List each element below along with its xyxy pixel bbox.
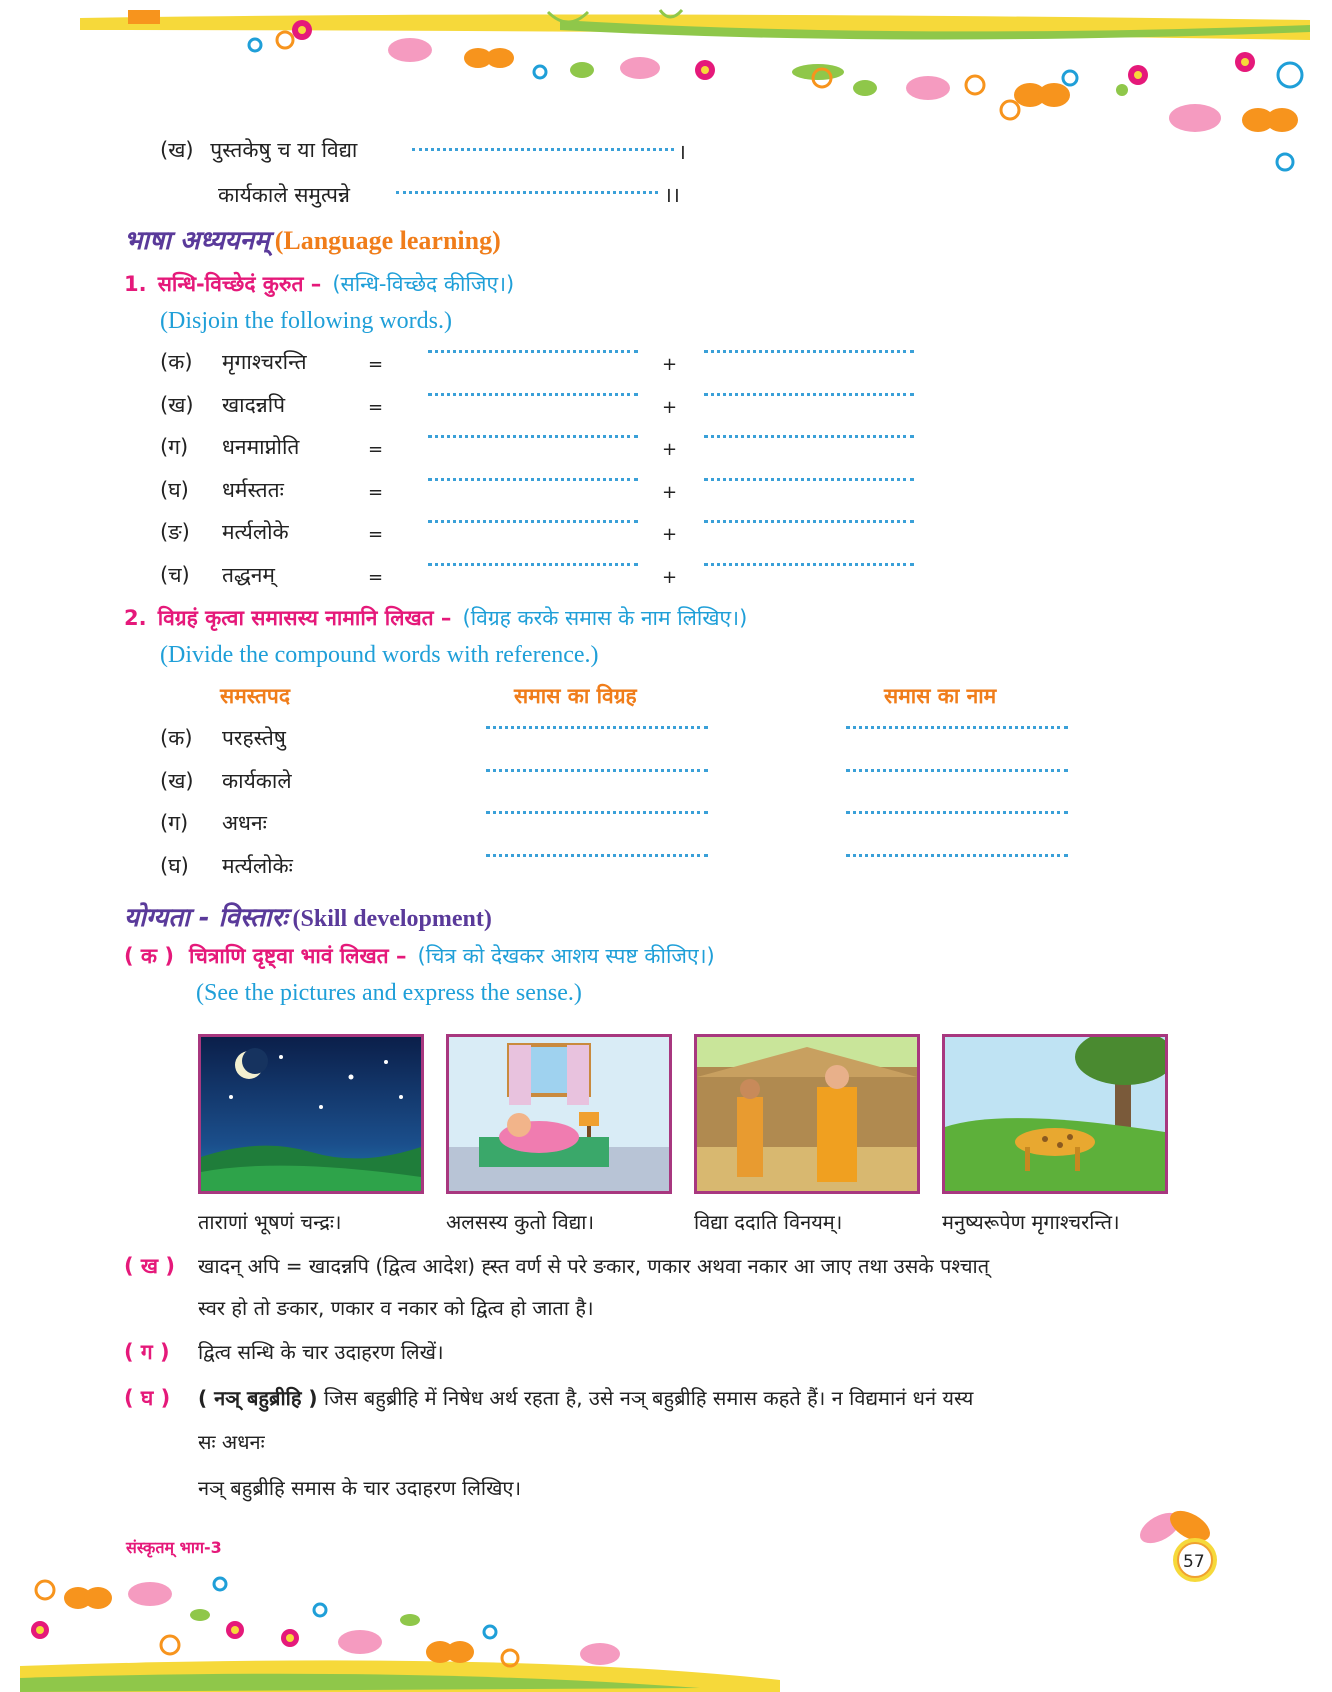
sandhi-item-word: तद्धनम् (222, 562, 275, 587)
sandhi-item-label: (ग) (160, 435, 189, 459)
language-title-hindi: भाषा अध्ययनम् (124, 226, 270, 256)
sandhi-blank-first[interactable] (428, 478, 638, 481)
part-gha-line3: नञ् बहुब्रीहि समास के चार उदाहरण लिखिए। (198, 1476, 522, 1500)
sandhi-item-label: (क) (160, 350, 193, 374)
sandhi-item-label: (घ) (160, 477, 189, 502)
sandhi-item-label: (ङ) (160, 520, 190, 544)
samas-naam-blank[interactable] (846, 769, 1068, 772)
sandhi-blank-second[interactable] (704, 393, 914, 396)
plus-sign: + (662, 481, 678, 503)
sandhi-blank-first[interactable] (428, 520, 638, 523)
sleeping-boy-picture (446, 1034, 672, 1194)
equals-sign: = (368, 481, 384, 503)
verse-line1-label: (ख) (160, 138, 194, 162)
equals-sign: = (368, 524, 384, 545)
sandhi-blank-second[interactable] (704, 435, 914, 438)
caption-guru-disciple: विद्या ददाति विनयम्। (694, 1210, 843, 1234)
header-samastpad: समस्तपद (220, 684, 290, 708)
sandhi-item-label: (ख) (160, 392, 194, 417)
samas-naam-blank[interactable] (846, 854, 1068, 857)
sandhi-blank-second[interactable] (704, 350, 914, 353)
header-samas-vigrah: समास का विग्रह (514, 684, 637, 708)
sandhi-blank-first[interactable] (428, 350, 638, 353)
sandhi-blank-second[interactable] (704, 478, 914, 481)
exercise1-number: 1. (124, 272, 147, 296)
samas-item-word: कार्यकाले (222, 768, 292, 793)
exercise2-title: विग्रहं कृत्वा समासस्य नामानि लिखत – (157, 606, 452, 630)
skill-title-english: (Skill development) (292, 906, 492, 932)
sandhi-item-word: मर्त्यलोके (222, 520, 289, 544)
exercise1-heading (124, 270, 514, 298)
samas-naam-blank[interactable] (846, 726, 1068, 729)
plus-sign: + (662, 396, 678, 418)
exercise2-number: 2. (124, 606, 147, 630)
sandhi-blank-first[interactable] (428, 563, 638, 566)
sandhi-blank-first[interactable] (428, 393, 638, 396)
part-ka-hindi-instruction: (चित्र को देखकर आशय स्पष्ट कीजिए।) (417, 944, 715, 968)
part-gha-line1: जिस बहुब्रीहि में निषेध अर्थ रहता है, उसे नञ् बहुब्रीहि समास कहते हैं। न विद्यमानं धनं यस्य (323, 1386, 974, 1410)
bottom-floral-banner (0, 1570, 1332, 1692)
part-gha-line2: सः अधनः (198, 1430, 265, 1454)
sandhi-item-word: धनमाप्नोति (222, 435, 300, 459)
plus-sign: + (662, 439, 678, 460)
verse-line1-blank[interactable] (412, 148, 674, 151)
sandhi-item-word: धर्मस्ततः (222, 477, 284, 502)
sandhi-blank-second[interactable] (704, 520, 914, 523)
part-ga-label: ( ग ) (124, 1340, 170, 1364)
samas-item-word: अधनः (222, 811, 267, 835)
samas-naam-blank[interactable] (846, 811, 1068, 814)
sandhi-blank-second[interactable] (704, 563, 914, 566)
equals-sign: = (368, 439, 384, 460)
plus-sign: + (662, 566, 678, 588)
part-kha-line1: खादन् अपि = खादन्नपि (द्वित्व आदेश) ह्स्त वर्ण से परे ङकार, णकार अथवा नकार आ जाए तथा उसके पश्चात् (198, 1254, 990, 1278)
exercise2-english-instruction: (Divide the compound words with reference.) (160, 642, 599, 668)
page-number: 57 (1183, 1552, 1205, 1572)
sandhi-item-label: (च) (160, 562, 190, 587)
butterfly-icon (464, 48, 514, 68)
skill-title-hindi: योग्यता - विस्तारः (124, 903, 288, 933)
guru-disciple-picture (694, 1034, 920, 1194)
exercise1-title: सन्धि-विच्छेदं कुरुत – (157, 272, 322, 296)
language-learning-heading (124, 221, 501, 257)
exercise1-hindi-instruction: (सन्धि-विच्छेद कीजिए।) (332, 272, 515, 296)
verse-line2-text: कार्यकाले समुत्पन्ने (218, 183, 350, 207)
skill-heading (124, 898, 492, 934)
samas-item-label: (क) (160, 726, 193, 750)
part-kha-label: ( ख ) (124, 1254, 175, 1278)
verse-line2-blank[interactable] (396, 191, 658, 194)
header-samas-naam: समास का नाम (884, 684, 997, 708)
caption-sleeping-boy: अलसस्य कुतो विद्या। (446, 1210, 595, 1234)
equals-sign: = (368, 354, 384, 375)
sandhi-item-word: मृगाश्चरन्ति (222, 350, 307, 374)
part-ga-text: द्वित्व सन्धि के चार उदाहरण लिखें। (198, 1340, 444, 1364)
samas-item-word: परहस्तेषु (222, 726, 286, 750)
caption-deer-grazing: मनुष्यरूपेण मृगाश्चरन्ति। (942, 1210, 1120, 1234)
language-title-english: (Language learning) (274, 226, 501, 255)
verse-line2-end: ।। (664, 183, 680, 207)
plus-sign: + (662, 354, 678, 375)
equals-sign: = (368, 566, 384, 588)
part-gha-label: ( घ ) (124, 1386, 171, 1410)
samas-vigrah-blank[interactable] (486, 854, 708, 857)
deer-grazing-picture (942, 1034, 1168, 1194)
part-kha-line2: स्वर हो तो ङकार, णकार व नकार को द्वित्व हो जाता है। (198, 1296, 594, 1320)
samas-item-label: (ख) (160, 768, 194, 793)
exercise2-hindi-instruction: (विग्रह करके समास के नाम लिखिए।) (462, 606, 748, 630)
part-ka-heading (124, 942, 715, 970)
plus-sign: + (662, 524, 678, 545)
equals-sign: = (368, 396, 384, 418)
samas-item-label: (घ) (160, 853, 189, 878)
exercise1-english-instruction: (Disjoin the following words.) (160, 308, 452, 334)
samas-vigrah-blank[interactable] (486, 811, 708, 814)
verse-line1-end: । (678, 140, 686, 164)
samas-vigrah-blank[interactable] (486, 726, 708, 729)
part-ka-label: ( क ) (124, 944, 174, 968)
sandhi-item-word: खादन्नपि (222, 392, 286, 417)
part-ka-title: चित्राणि दृष्ट्वा भावं लिखत – (189, 944, 407, 968)
night-sky-picture (198, 1034, 424, 1194)
verse-line1-text: पुस्तकेषु च या विद्या (210, 138, 358, 162)
samas-item-word: मर्त्यलोकेः (222, 853, 293, 878)
samas-vigrah-blank[interactable] (486, 769, 708, 772)
caption-night-sky: ताराणां भूषणं चन्द्रः। (198, 1210, 342, 1234)
part-gha-line1-wrap (198, 1384, 973, 1411)
sandhi-blank-first[interactable] (428, 435, 638, 438)
part-ka-english-instruction: (See the pictures and express the sense.) (196, 980, 582, 1006)
footer-book-title: संस्कृतम् भाग-3 (126, 1538, 222, 1557)
part-gha-bold: ( नञ् बहुब्रीहि ) (198, 1386, 318, 1410)
exercise2-heading (124, 604, 747, 632)
samas-item-label: (ग) (160, 811, 189, 835)
